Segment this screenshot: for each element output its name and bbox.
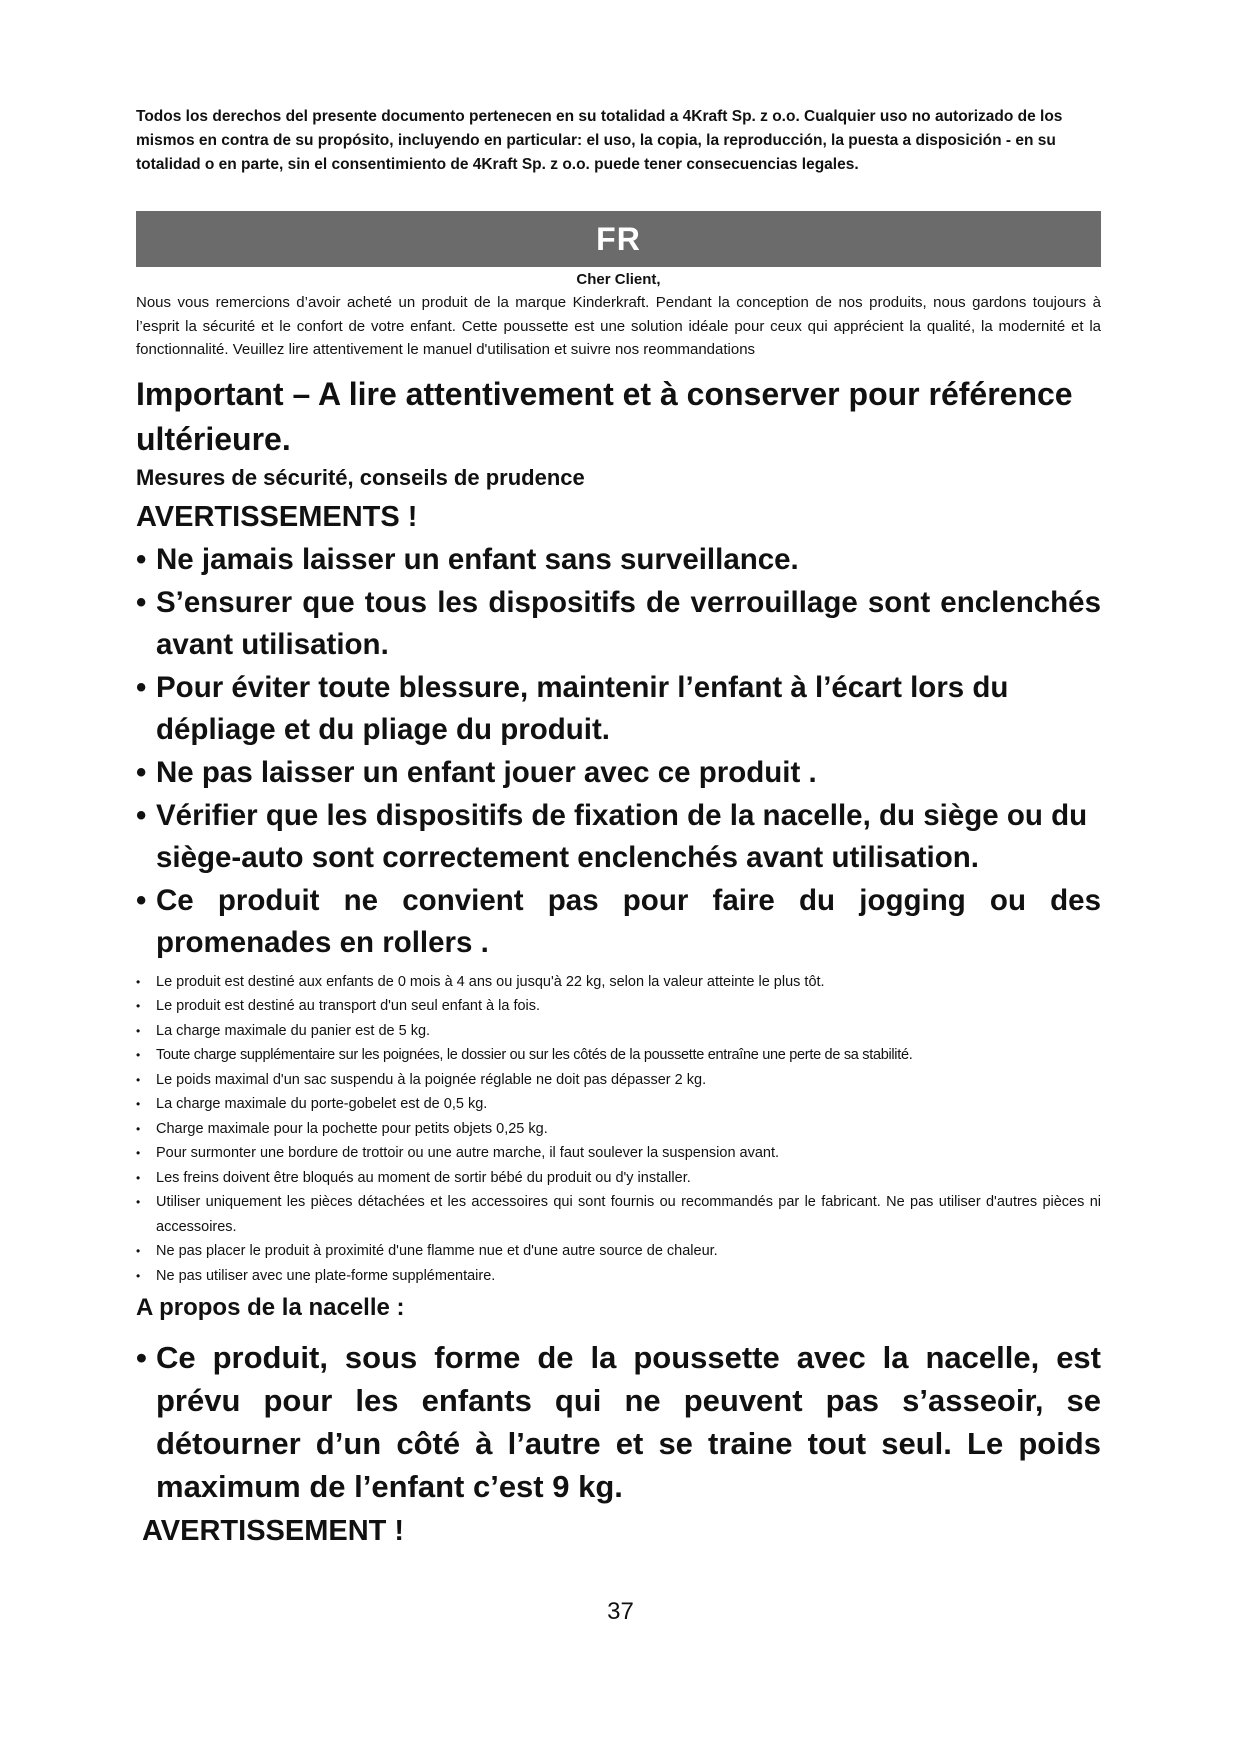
note-item bbox=[136, 1264, 1101, 1289]
note-text: Le produit est destiné aux enfants de 0 mois à 4 ans ou jusqu'à 22 kg, selon la valeur atteinte le plus tôt. bbox=[156, 973, 825, 990]
greeting: Cher Client, bbox=[576, 271, 661, 288]
page-number: 37 bbox=[607, 1598, 634, 1625]
safety-heading: Mesures de sécurité, conseils de prudence bbox=[136, 464, 585, 490]
note-item bbox=[136, 1019, 1101, 1044]
big-warning-text: Vérifier que les dispositifs de fixation de la nacelle, du siège ou du siège-auto sont correctement enclenchés avant utilisation. bbox=[156, 798, 1088, 874]
bullet-icon: • bbox=[136, 1097, 141, 1111]
big-warning-text: Ne jamais laisser un enfant sans surveillance. bbox=[156, 542, 799, 576]
big-warning-text: Ce produit ne convient pas pour faire du jogging ou des promenades en rollers . bbox=[156, 883, 1101, 959]
bullet-icon: • bbox=[136, 1146, 141, 1160]
big-warning-item bbox=[136, 880, 1101, 964]
nacelle-text: Ce produit, sous forme de la poussette avec la nacelle, est prévu pour les enfants qui ne peuvent pas s’asseoir, se détourner d’un côté à l’autre et se traine tout seul. Le poids maximum de l’enfant c’est 9 kg. bbox=[156, 1340, 1101, 1504]
note-text: Utiliser uniquement les pièces détachées et les accessoires qui sont fournis ou recommandés par le fabricant. Ne pas utiliser d'autres pièces ni accessoires. bbox=[156, 1194, 1101, 1235]
bullet-icon: • bbox=[136, 974, 141, 989]
big-warning-text: Ne pas laisser un enfant jouer avec ce produit . bbox=[156, 755, 817, 789]
nacelle-item bbox=[136, 1336, 1101, 1508]
about-nacelle-heading: A propos de la nacelle : bbox=[136, 1294, 405, 1321]
big-warnings-list bbox=[136, 539, 1101, 964]
bullet-icon: • bbox=[136, 1195, 141, 1209]
note-item bbox=[136, 1092, 1101, 1117]
bullet-icon: • bbox=[136, 1340, 147, 1375]
big-warning-item bbox=[136, 582, 1101, 666]
big-warning-item bbox=[136, 752, 1101, 794]
manual-page bbox=[136, 105, 1101, 1552]
bullet-icon: • bbox=[136, 798, 147, 832]
big-warning-item bbox=[136, 539, 1101, 581]
note-text: Le poids maximal d'un sac suspendu à la poignée réglable ne doit pas dépasser 2 kg. bbox=[156, 1071, 707, 1088]
note-text: Ne pas placer le produit à proximité d'une flamme nue et d'une autre source de chaleur. bbox=[156, 1243, 718, 1259]
bullet-icon: • bbox=[136, 1048, 141, 1062]
language-label: FR bbox=[596, 220, 641, 257]
bullet-icon: • bbox=[136, 1023, 141, 1038]
note-item bbox=[136, 1166, 1101, 1191]
bullet-icon: • bbox=[136, 1072, 141, 1087]
note-item bbox=[136, 1190, 1101, 1239]
important-heading: Important – A lire attentivement et à conserver pour référence ultérieure. bbox=[136, 375, 1073, 457]
warning-heading: AVERTISSEMENT ! bbox=[142, 1515, 405, 1547]
note-text: Ne pas utiliser avec une plate-forme supplémentaire. bbox=[156, 1267, 496, 1284]
intro-paragraph: Nous vous remercions d’avoir acheté un produit de la marque Kinderkraft. Pendant la conception de nos produits, nous gardons toujours à l’esprit la sécurité et le confort de votre enfant. Cette poussette est une solution idéale pour ceux qui apprécient la qualité, la modernité et la fonctionnalité. Veuillez lire attentivement le manuel d'utilisation et suivre nos reommandations bbox=[136, 294, 1101, 358]
bullet-icon: • bbox=[136, 1121, 141, 1136]
bullet-icon: • bbox=[136, 755, 147, 789]
note-item bbox=[136, 970, 1101, 995]
bullet-icon: • bbox=[136, 999, 141, 1013]
bullet-icon: • bbox=[136, 883, 147, 917]
bullet-icon: • bbox=[136, 585, 147, 619]
note-item bbox=[136, 1239, 1101, 1264]
note-text: Toute charge supplémentaire sur les poignées, le dossier ou sur les côtés de la poussette entraîne une perte de sa stabilité. bbox=[156, 1047, 913, 1063]
note-item bbox=[136, 1141, 1101, 1166]
note-item bbox=[136, 1068, 1101, 1093]
bullet-icon: • bbox=[136, 542, 147, 576]
bullet-icon: • bbox=[136, 1170, 141, 1185]
note-text: Les freins doivent être bloqués au moment de sortir bébé du produit ou d'y installer. bbox=[156, 1169, 691, 1186]
legal-notice: Todos los derechos del presente documento pertenecen en su totalidad a 4Kraft Sp. z o.o. Cualquier uso no autorizado de los mismos en contra de su propósito, incluyendo en particular: el uso, la copia, la reproducción, la puesta a disposición - en su totalidad o en parte, sin el consentimiento de 4Kraft Sp. z o.o. puede tener consecuencias legales. bbox=[136, 108, 1063, 173]
note-text: La charge maximale du panier est de 5 kg. bbox=[156, 1022, 431, 1039]
big-warning-item bbox=[136, 795, 1101, 879]
big-warning-text: S’ensurer que tous les dispositifs de verrouillage sont enclenchés avant utilisation. bbox=[156, 585, 1101, 661]
note-text: Charge maximale pour la pochette pour petits objets 0,25 kg. bbox=[156, 1120, 548, 1137]
bullet-icon: • bbox=[136, 670, 147, 704]
note-item bbox=[136, 1117, 1101, 1142]
small-notes-list bbox=[136, 970, 1101, 1289]
note-text: Pour surmonter une bordure de trottoir ou une autre marche, il faut soulever la suspension avant. bbox=[156, 1145, 780, 1161]
warnings-title: AVERTISSEMENTS ! bbox=[136, 500, 418, 533]
note-item bbox=[136, 1043, 1101, 1068]
note-text: Le produit est destiné au transport d'un seul enfant à la fois. bbox=[156, 998, 541, 1014]
bullet-icon: • bbox=[136, 1268, 141, 1283]
note-item bbox=[136, 994, 1101, 1019]
language-banner bbox=[136, 211, 1101, 267]
big-warning-item bbox=[136, 667, 1101, 751]
nacelle-list bbox=[136, 1336, 1101, 1508]
note-text: La charge maximale du porte-gobelet est de 0,5 kg. bbox=[156, 1096, 488, 1112]
big-warning-text: Pour éviter toute blessure, maintenir l’enfant à l’écart lors du dépliage et du pliage du produit. bbox=[156, 670, 1009, 746]
bullet-icon: • bbox=[136, 1244, 141, 1258]
